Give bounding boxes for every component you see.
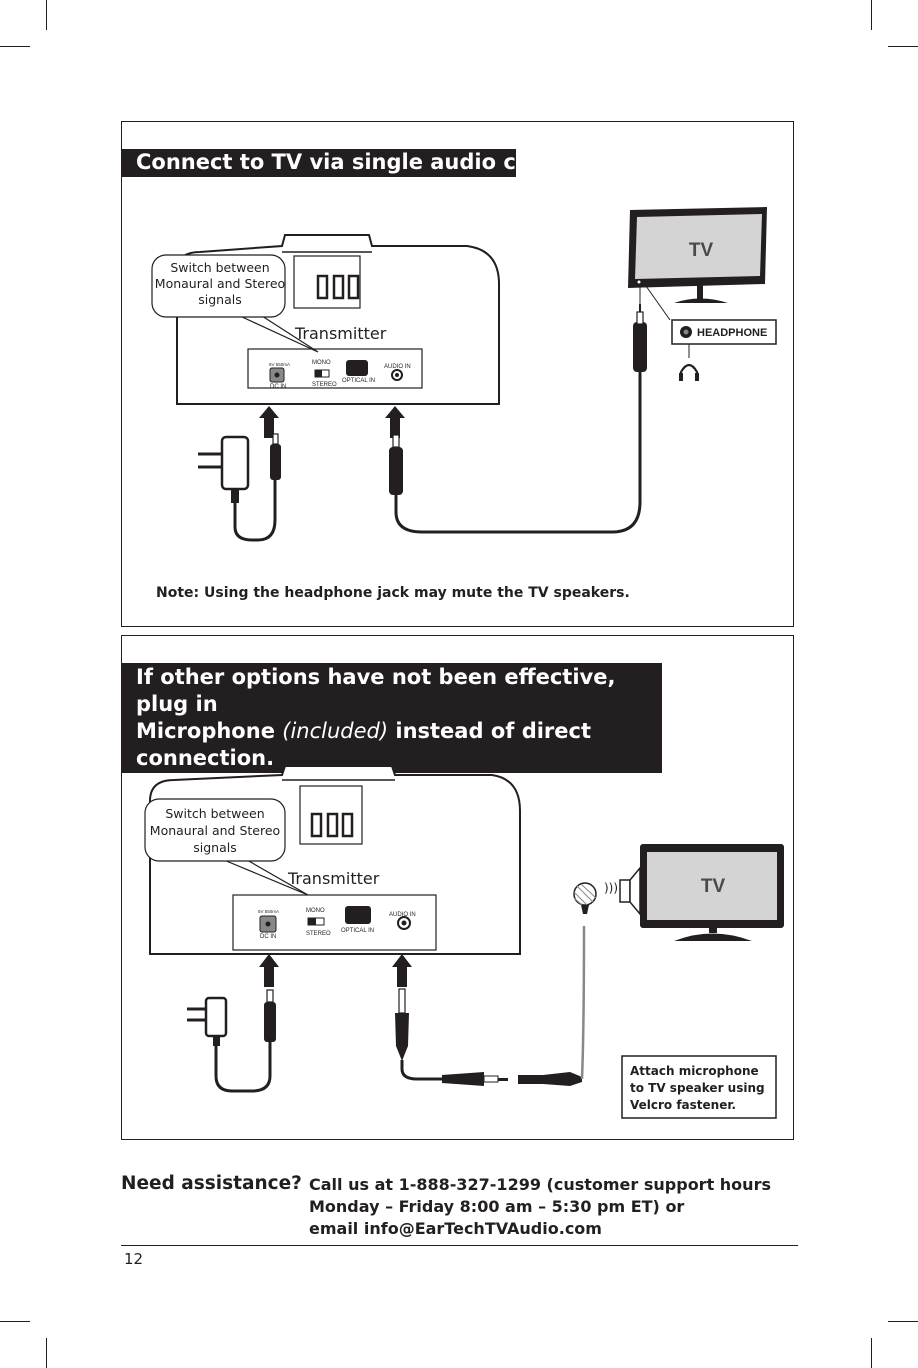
crop-mark [888,1321,918,1322]
bubble-line-3: signals [198,292,242,307]
arrow-up-icon [385,406,405,438]
port-dc-top: 5V 550mA [258,909,280,914]
heading-text: instead of direct connection. [136,719,592,770]
arrow-up-icon [259,406,279,438]
bubble-line-1: Switch between [165,806,265,821]
footer-rule [121,1245,798,1246]
port-stereo: STEREO [312,382,337,388]
port-audio: AUDIO IN [384,364,411,370]
port-audio: AUDIO IN [389,912,416,918]
port-dc-top: 5V 550mA [269,362,291,367]
television [628,207,767,303]
bubble-line-3: signals [193,840,237,855]
mic-note-line-2: to TV speaker using [630,1081,765,1095]
port-dc-in: DC IN [270,384,287,390]
assistance-heading: Need assistance? [121,1173,302,1194]
television [640,844,784,941]
microphone-panel [121,635,794,1140]
headphone-note: Note: Using the headphone jack may mute the TV speakers. [156,585,630,601]
headphone-icon [679,365,699,381]
heading-text: Microphone [136,719,283,743]
page-number: 12 [124,1250,144,1268]
port-dc-in: DC IN [260,934,277,940]
audio-plug-icon [270,434,281,480]
support-phone: Call us at 1-888-327-1299 (customer support hours [309,1175,771,1194]
port-mono: MONO [312,360,331,366]
port-stereo: STEREO [306,931,331,937]
crop-mark [46,0,47,30]
audio-plug-icon [389,435,403,495]
single-cable-diagram [122,122,794,627]
bubble-line-2: Monaural and Stereo [154,276,286,291]
support-hours: Monday – Friday 8:00 am – 5:30 pm ET) or [309,1197,685,1216]
crop-mark [871,0,872,30]
bubble-line-1: Switch between [170,260,270,275]
microphone-icon [574,883,596,914]
power-adapter-icon [198,437,248,503]
panel-heading: Connect to TV via single audio cable [122,149,516,177]
port-optical: OPTICAL IN [342,378,376,384]
crop-mark [888,46,918,47]
headphone-label: HEADPHONE [697,327,768,339]
support-email: email info@EarTechTVAudio.com [309,1219,602,1238]
crop-mark [46,1338,47,1368]
mic-note-line-1: Attach microphone [630,1064,759,1078]
speaker-icon [620,868,640,914]
arrow-up-icon [259,954,279,987]
power-adapter-icon [187,998,226,1046]
microphone-attach-note [622,1056,776,1118]
transmitter-label: Transmitter [295,324,387,343]
crop-mark [871,1338,872,1368]
mic-note-line-3: Velcro fastener. [630,1098,737,1112]
headphone-jack-label [672,320,776,344]
arrow-up-icon [392,954,412,987]
crop-mark [0,46,30,47]
microphone-diagram [122,636,794,1140]
heading-included: (included) [282,719,389,743]
transmitter-label: Transmitter [288,869,380,888]
audio-plug-icon [633,304,647,372]
audio-plug-icon [264,990,276,1042]
sound-waves-icon: ))) [604,881,619,895]
port-optical: OPTICAL IN [341,928,375,934]
single-cable-panel [121,121,794,627]
tv-label: TV [700,876,726,897]
tv-label: TV [688,240,714,261]
bubble-line-2: Monaural and Stereo [149,823,281,838]
crop-mark [0,1321,30,1322]
port-mono: MONO [306,908,325,914]
audio-plug-icon [395,989,409,1061]
panel-heading-line-1: If other options have not been effective, plug in [136,665,616,716]
